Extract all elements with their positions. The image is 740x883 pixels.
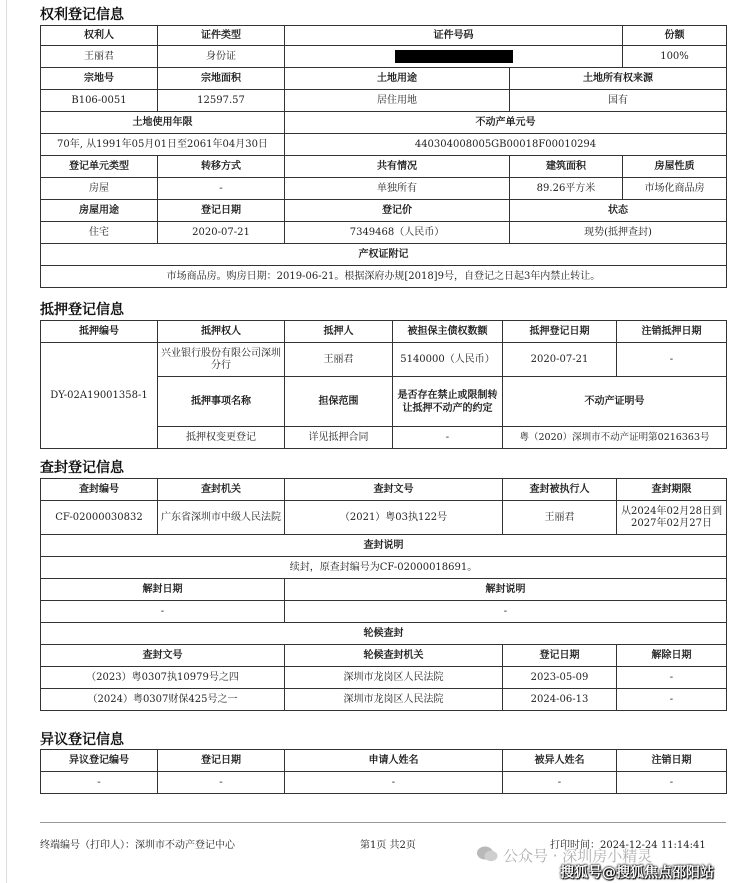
claim-value: 5140000（人民币）: [393, 343, 503, 377]
header-status: 状态: [510, 200, 727, 222]
restrict-value: -: [393, 427, 503, 449]
header-land-source: 土地所有权来源: [510, 68, 727, 90]
status-value: 现势(抵押查封): [510, 222, 727, 244]
reg-price-value: 7349468（人民币）: [285, 222, 510, 244]
footer-terminal: 终端编号（打印人）：深圳市不动产登记中心: [40, 840, 235, 851]
house-nature-value: 市场化商品房: [623, 178, 727, 200]
unit-no-value: 440304008005GB00018F00010294: [285, 134, 727, 156]
mortgage-table: [40, 320, 727, 449]
sohu-watermark: 搜狐号@搜狐焦点邵阳站: [560, 865, 714, 881]
mortgage-date-value: 2020-07-21: [503, 343, 617, 377]
wechat-watermark: 公众号 · 深圳房小精灵: [503, 847, 653, 865]
transfer-value: -: [158, 178, 285, 200]
table-row: [41, 689, 727, 711]
header-co-own: 共有情况: [285, 156, 510, 178]
seizure-term-value: 从2024年02月28日到2027年02月27日: [617, 501, 727, 535]
land-use-value: 居住用地: [285, 90, 510, 112]
header-applicant: 申请人姓名: [285, 750, 503, 772]
release-desc-value: -: [285, 601, 727, 623]
property-cert-value: 粤（2020）深圳市不动产证明第0216363号: [503, 427, 727, 449]
house-use-value: 住宅: [41, 222, 158, 244]
matter-value: 抵押权变更登记: [158, 427, 285, 449]
footer-divider: [40, 822, 726, 823]
co-own-value: 单独所有: [285, 178, 510, 200]
header-seizure-org: 查封机关: [158, 479, 285, 501]
header-unit-type: 登记单元类型: [41, 156, 158, 178]
parcel-area-value: 12597.57: [158, 90, 285, 112]
cert-no-value: [285, 46, 623, 68]
rights-table: [40, 25, 727, 288]
holder-value: 王丽君: [41, 46, 158, 68]
header-annex: 产权证附记: [41, 244, 727, 266]
release-date-value: -: [41, 601, 285, 623]
header-seizure-term: 查封期限: [617, 479, 727, 501]
header-wait-org: 轮候查封机关: [285, 645, 503, 667]
header-wait-date: 登记日期: [503, 645, 617, 667]
header-waiting-seizure: 轮候查封: [41, 623, 727, 645]
header-release-date: 解封日期: [41, 579, 285, 601]
objection-section-title: 异议登记信息: [40, 732, 124, 748]
share-value: 100%: [623, 46, 727, 68]
mortgagor-value: 王丽君: [285, 343, 393, 377]
header-matter: 抵押事项名称: [158, 377, 285, 427]
footer-print-time: 打印时间：2024-12-24 11:14:41: [550, 840, 706, 851]
wait-doc-value: （2023）粤0307执10979号之四: [41, 667, 285, 689]
mortgage-cancel-value: -: [617, 343, 727, 377]
header-house-use: 房屋用途: [41, 200, 158, 222]
header-wait-release: 解除日期: [617, 645, 727, 667]
header-claim: 被担保主债权数额: [393, 321, 503, 343]
unit-type-value: 房屋: [41, 178, 158, 200]
seizure-org-value: 广东省深圳市中级人民法院: [158, 501, 285, 535]
header-objection-cancel: 注销日期: [617, 750, 727, 772]
objected-value: -: [503, 772, 617, 794]
header-reg-price: 登记价: [285, 200, 510, 222]
header-unit-no: 不动产单元号: [285, 112, 727, 134]
header-restrict: 是否存在禁止或限制转让抵押不动产的约定: [393, 377, 503, 427]
seizure-doc-value: （2021）粤03执122号: [285, 501, 503, 535]
header-mortgage-date: 抵押登记日期: [503, 321, 617, 343]
header-reg-date: 登记日期: [158, 200, 285, 222]
rights-section-title: 权利登记信息: [40, 7, 124, 23]
header-scope: 担保范围: [285, 377, 393, 427]
seizure-no-value: CF-02000030832: [41, 501, 158, 535]
wait-date-value: 2023-05-09: [503, 667, 617, 689]
header-release-desc: 解封说明: [285, 579, 727, 601]
objection-date-value: -: [158, 772, 285, 794]
header-parcel-area: 宗地面积: [158, 68, 285, 90]
table-row: [41, 667, 727, 689]
header-objection-no: 异议登记编号: [41, 750, 158, 772]
seizure-desc-value: 续封，原查封编号为CF-02000018691。: [41, 557, 727, 579]
header-mortgagee: 抵押权人: [158, 321, 285, 343]
header-seizure-doc: 查封文号: [285, 479, 503, 501]
header-seizure-no: 查封编号: [41, 479, 158, 501]
cert-type-value: 身份证: [158, 46, 285, 68]
header-mortgagor: 抵押人: [285, 321, 393, 343]
redaction-bar: [395, 50, 513, 63]
objection-no-value: -: [41, 772, 158, 794]
header-land-use: 土地用途: [285, 68, 510, 90]
header-parcel-no: 宗地号: [41, 68, 158, 90]
header-mortgage-no: 抵押编号: [41, 321, 158, 343]
mortgage-section-title: 抵押登记信息: [40, 302, 124, 318]
parcel-no-value: B106-0051: [41, 90, 158, 112]
wait-org-value: 深圳市龙岗区人民法院: [285, 667, 503, 689]
header-objected: 被异人姓名: [503, 750, 617, 772]
header-objection-date: 登记日期: [158, 750, 285, 772]
seizure-section-title: 查封登记信息: [40, 460, 124, 476]
header-seizure-desc: 查封说明: [41, 535, 727, 557]
objection-table: [40, 749, 727, 794]
header-holder: 权利人: [41, 26, 158, 46]
build-area-value: 89.26平方米: [510, 178, 623, 200]
annex-value: 市场商品房。购房日期：2019-06-21。根据深府办规[2018]9号，自登记之日起3年内禁止转让。: [41, 266, 727, 288]
header-seizure-exec: 查封被执行人: [503, 479, 617, 501]
mortgage-no-value: DY-02A19001358-1: [41, 343, 158, 449]
wait-doc-value: （2024）粤0307财保425号之一: [41, 689, 285, 711]
header-mortgage-cancel: 注销抵押日期: [617, 321, 727, 343]
mortgagee-value: 兴业银行股份有限公司深圳分行: [158, 343, 285, 377]
header-house-nature: 房屋性质: [623, 156, 727, 178]
applicant-value: -: [285, 772, 503, 794]
header-share: 份额: [623, 26, 727, 46]
reg-date-value: 2020-07-21: [158, 222, 285, 244]
seizure-exec-value: 王丽君: [503, 501, 617, 535]
wait-date-value: 2024-06-13: [503, 689, 617, 711]
wait-release-value: -: [617, 667, 727, 689]
land-source-value: 国有: [510, 90, 727, 112]
seizure-table: [40, 478, 727, 711]
header-transfer: 转移方式: [158, 156, 285, 178]
header-land-term: 土地使用年限: [41, 112, 285, 134]
land-term-value: 70年, 从1991年05月01日至2061年04月30日: [41, 134, 285, 156]
header-cert-type: 证件类型: [158, 26, 285, 46]
wait-org-value: 深圳市龙岗区人民法院: [285, 689, 503, 711]
header-property-cert: 不动产证明号: [503, 377, 727, 427]
footer-page: 第1页 共2页: [360, 840, 416, 851]
objection-cancel-value: -: [617, 772, 727, 794]
wechat-icon: [476, 845, 498, 866]
scope-value: 详见抵押合同: [285, 427, 393, 449]
header-wait-doc: 查封文号: [41, 645, 285, 667]
header-build-area: 建筑面积: [510, 156, 623, 178]
wait-release-value: -: [617, 689, 727, 711]
header-cert-no: 证件号码: [285, 26, 623, 46]
page-edge: [6, 0, 7, 883]
